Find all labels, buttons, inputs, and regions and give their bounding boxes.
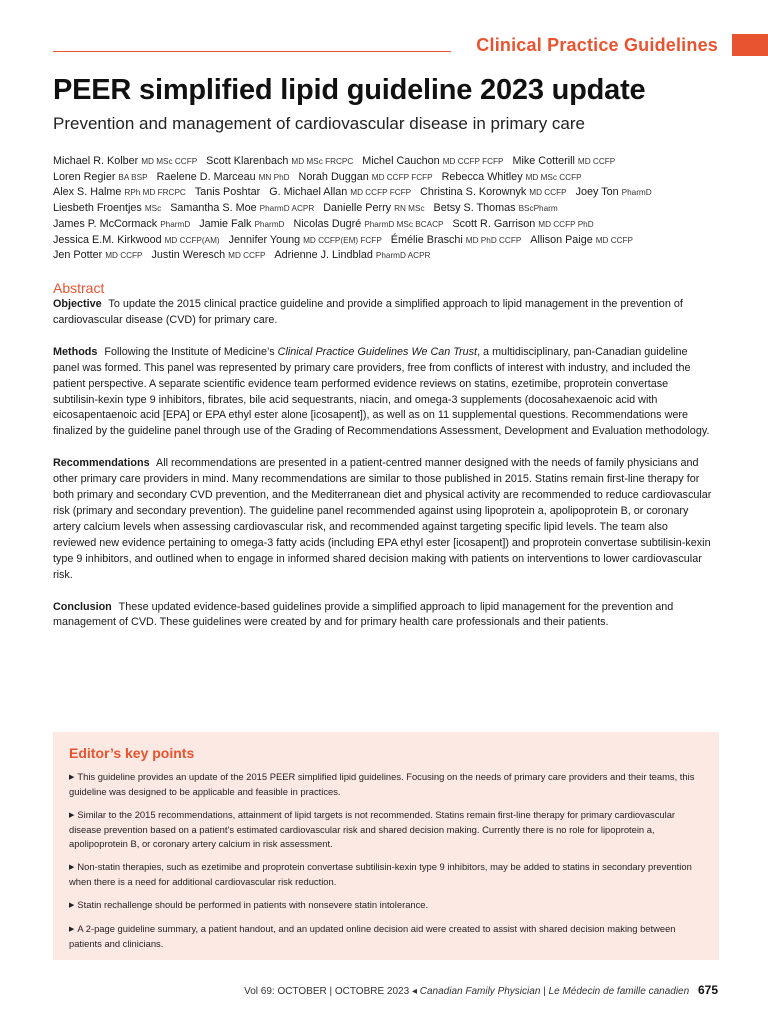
- triangle-bullet-icon: ▶: [69, 774, 75, 781]
- author-credentials: PharmD: [160, 219, 191, 229]
- conclusion-label: Conclusion: [53, 600, 112, 613]
- methods-text-italic: Clinical Practice Guidelines We Can Trust: [277, 345, 478, 358]
- author: [293, 218, 443, 230]
- triangle-bullet-icon: ▶: [69, 926, 75, 933]
- author-credentials: BScPharm: [518, 204, 558, 214]
- author-line: [53, 233, 733, 249]
- author-name: James P. McCormack: [53, 217, 158, 230]
- key-point: [69, 898, 703, 913]
- author-name: G. Michael Allan: [269, 186, 348, 199]
- author: [576, 186, 652, 198]
- author: [269, 186, 411, 198]
- author: [199, 218, 284, 230]
- author-credentials: MD CCFP FCFP: [350, 188, 412, 198]
- author-credentials: MD CCFP: [595, 235, 634, 245]
- author-name: Michel Cauchon: [362, 155, 440, 167]
- author: [452, 218, 593, 230]
- header-rule: [53, 51, 451, 52]
- author-line: [53, 201, 733, 217]
- author-credentials: PharmD ACPR: [259, 204, 315, 214]
- author-credentials: RPh MD FRCPC: [124, 188, 186, 198]
- author-name: Norah Duggan: [298, 170, 369, 183]
- author-credentials: PharmD: [254, 219, 285, 229]
- author-name: Allison Paige: [530, 233, 593, 246]
- author: [170, 202, 314, 214]
- author-name: Jennifer Young: [228, 233, 301, 246]
- key-point-text: Statin rechallenge should be performed in patients with nonsevere statin intolerance.: [77, 899, 429, 910]
- author-credentials: MD MSc CCFP: [525, 172, 582, 182]
- author-line: [53, 248, 733, 264]
- author-name: Loren Regier: [53, 170, 116, 183]
- author-name: Alex S. Halme: [53, 186, 122, 199]
- author-name: Tanis Poshtar: [194, 186, 261, 199]
- objective-text: To update the 2015 clinical practice guideline and provide a simplified approach to lipid management in the prevention of cardiovascular disease (CVD) for primary care.: [53, 298, 683, 326]
- abstract-heading: Abstract: [53, 280, 105, 296]
- author-credentials: BA BSP: [118, 172, 148, 182]
- author-credentials: MD MSc FRCPC: [291, 157, 354, 166]
- author: [53, 155, 197, 167]
- author-name: Jessica E.M. Kirkwood: [53, 233, 162, 246]
- author: [53, 234, 220, 246]
- author-credentials: MD CCFP: [577, 157, 616, 166]
- author-name: Joey Ton: [575, 186, 619, 199]
- page-footer: [244, 983, 718, 997]
- author-line: [53, 170, 733, 186]
- author: [362, 155, 503, 167]
- author-list: [53, 154, 733, 264]
- author-credentials: MN PhD: [258, 172, 290, 182]
- corner-accent-block: [732, 34, 768, 56]
- author-name: Adrienne J. Lindblad: [274, 249, 373, 262]
- author-name: Danielle Perry: [323, 202, 392, 215]
- author-credentials: MSc: [144, 204, 162, 214]
- author-name: Justin Weresch: [151, 249, 226, 262]
- abstract-objective: [53, 297, 713, 329]
- key-point: [69, 808, 703, 851]
- key-point-text: Similar to the 2015 recommendations, attainment of lipid targets is not recommended. Statins remain first-line therapy for primary cardiovascular disease prevention based on a patient’s estimated cardiovascular risk and shared decision making. Currently there is no role for lipoprotein a, apolipoprotein B, or coronary artery calcium in risk assessment.: [69, 809, 676, 849]
- author: [513, 155, 616, 167]
- author-name: Mike Cotterill: [512, 155, 575, 167]
- key-point-text: Non-statin therapies, such as ezetimibe and proprotein convertase subtilisin-kexin type 9 inhibitors, may be added to statins in secondary prevention when there is a need for additional cardiovascular risk reduction.: [69, 861, 692, 887]
- author-credentials: MD CCFP: [529, 188, 567, 198]
- footer-journal: Canadian Family Physician | Le Médecin de famille canadien: [419, 986, 690, 997]
- author: [53, 249, 143, 261]
- author-name: Nicolas Dugré: [293, 217, 362, 230]
- editors-key-points-box: [53, 732, 719, 960]
- abstract-body: [53, 297, 713, 647]
- footer-volume: Vol 69: OCTOBER | OCTOBRE 2023: [244, 986, 410, 997]
- key-point-text: This guideline provides an update of the 2015 PEER simplified lipid guidelines. Focusing on the needs of primary care providers and their teams, this guideline was designed to be applicable and feasible in practices.: [69, 771, 695, 797]
- author-credentials: PharmD ACPR: [375, 251, 431, 261]
- footer-arrow-icon: ◂: [411, 986, 417, 997]
- author: [442, 171, 582, 183]
- author-credentials: MD PhD CCFP: [465, 235, 522, 245]
- methods-text-pre: Following the Institute of Medicine’s: [104, 345, 278, 358]
- author: [229, 234, 382, 246]
- conclusion-text: These updated evidence-based guidelines provide a simplified approach to lipid management for the prevention and management of CVD. These guidelines were created by and for primary health care professionals and their patients.: [53, 600, 674, 629]
- author-name: Scott Klarenbach: [206, 155, 289, 167]
- recommendations-label: Recommendations: [53, 457, 150, 470]
- author-credentials: MD CCFP FCFP: [442, 157, 504, 166]
- recommendations-text: All recommendations are presented in a patient-centred manner designed with the needs of family physicians and other primary care providers in mind. Many recommendations are similar to those published in 2015. Statins remain first-line therapy for both primary and secondary CVD prevention, and the Mediterranean diet and physical activity are recommended to reduce cardiovascular risk (primary and secondary prevention). The guideline panel recommended against using lipoprotein a, apolipoprotein B, or coronary artery calcium levels when assessing cardiovascular risk, and recommended against targeting specific lipid levels. The team also reviewed new evidence pertaining to omega-3 fatty acids (including EPA ethyl ester [icosapent]) and proprotein convertase subtilisin-kexin type 9 inhibitors, and outlined when to engage in informed shared decision making with patients on interventions to lower cardiovascular risk.: [53, 457, 712, 581]
- author-name: Michael R. Kolber: [53, 155, 139, 167]
- author: [157, 171, 290, 183]
- author-name: Émélie Braschi: [390, 233, 463, 246]
- author-line: [53, 154, 733, 170]
- author-line: [53, 217, 733, 233]
- author-credentials: MD CCFP(AM): [164, 235, 220, 245]
- author: [206, 155, 353, 167]
- author-credentials: MD CCFP: [228, 251, 266, 261]
- author: [195, 186, 260, 198]
- section-label: Clinical Practice Guidelines: [476, 35, 718, 55]
- author-credentials: MD CCFP: [105, 251, 143, 261]
- author-name: Jamie Falk: [199, 217, 252, 230]
- triangle-bullet-icon: ▶: [69, 902, 75, 909]
- author-line: [53, 185, 733, 201]
- author-credentials: RN MSc: [394, 204, 425, 214]
- author-name: Samantha S. Moe: [170, 202, 257, 215]
- abstract-methods: [53, 345, 713, 440]
- author-name: Liesbeth Froentjes: [53, 202, 142, 215]
- page-number: 675: [697, 983, 718, 997]
- key-point: [69, 770, 703, 799]
- author: [299, 171, 433, 183]
- author: [53, 202, 161, 214]
- abstract-recommendations: [53, 456, 713, 583]
- author-credentials: PharmD MSc BCACP: [364, 219, 444, 229]
- author: [420, 186, 567, 198]
- author: [53, 171, 148, 183]
- author-credentials: MD CCFP(EM) FCFP: [303, 235, 382, 245]
- author-credentials: MD CCFP FCFP: [371, 172, 433, 182]
- author: [391, 234, 522, 246]
- article-title: PEER simplified lipid guideline 2023 update: [53, 74, 646, 106]
- author-credentials: PharmD: [621, 188, 652, 198]
- author: [152, 249, 266, 261]
- author-name: Christina S. Korownyk: [420, 186, 527, 199]
- abstract-conclusion: [53, 600, 713, 632]
- author: [274, 249, 430, 261]
- key-point: [69, 860, 703, 889]
- author: [530, 234, 633, 246]
- methods-text-post: , a multidisciplinary, pan-Canadian guideline panel was formed. This panel was represented by primary care providers, free from conflicts of interest with industry, and included the patient perspective. A separate scientific evidence team performed evidence reviews on statins, ezetimibe, proprotein convertase subtilisin-kexin type 9 inhibitors, fibrates, bile acid sequestrants, niacin, and omega-3 supplements (docosahexaenoic acid with eicosapentaenoic acid [EPA] or EPA ethyl ester alone [icosapent]), as well as on 11 supplemental questions. Recommendations were finalized by the guideline panel through use of the Grading of Recommendations Assessment, Development and Evaluation methodology.: [53, 345, 710, 438]
- author: [323, 202, 424, 214]
- author-credentials: MD MSc CCFP: [141, 157, 198, 166]
- author: [53, 186, 186, 198]
- triangle-bullet-icon: ▶: [69, 812, 75, 819]
- author-name: Rebecca Whitley: [441, 170, 523, 183]
- author-name: Jen Potter: [53, 249, 103, 262]
- author-name: Raelene D. Marceau: [156, 170, 256, 183]
- author: [434, 202, 558, 214]
- methods-label: Methods: [53, 345, 98, 358]
- triangle-bullet-icon: ▶: [69, 864, 75, 871]
- objective-label: Objective: [53, 298, 102, 310]
- author-name: Scott R. Garrison: [452, 217, 536, 230]
- author: [53, 218, 190, 230]
- editors-key-points-title: Editor’s key points: [69, 745, 195, 761]
- author-credentials: MD CCFP PhD: [538, 219, 594, 229]
- key-point-text: A 2-page guideline summary, a patient handout, and an updated online decision aid were created to assist with shared decision making between patients and clinicians.: [69, 923, 676, 949]
- key-point: [69, 922, 703, 951]
- article-subtitle: Prevention and management of cardiovascular disease in primary care: [53, 114, 585, 133]
- author-name: Betsy S. Thomas: [433, 202, 516, 215]
